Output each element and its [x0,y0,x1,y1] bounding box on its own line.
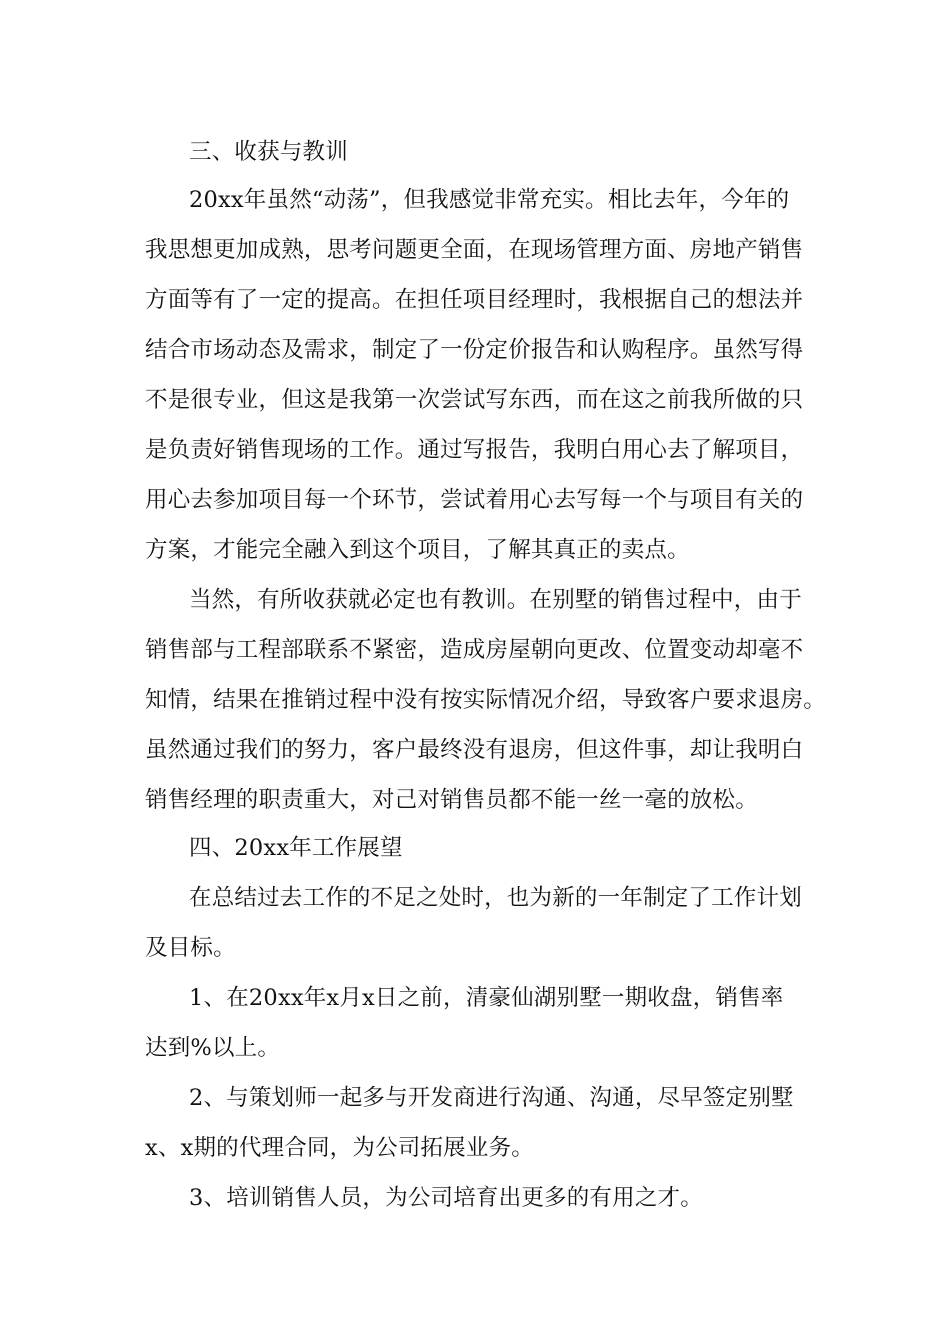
paragraph-line: 销售经理的职责重大，对己对销售员都不能一丝一毫的放松。 [145,787,758,813]
paragraph-line: 虽然通过我们的努力，客户最终没有退房，但这件事，却让我明白 [145,737,804,763]
paragraph-line: 20xx年虽然“动荡”，但我感觉非常充实。相比去年，今年的 [189,187,790,213]
paragraph-line: 销售部与工程部联系不紧密，造成房屋朝向更改、位置变动却毫不 [145,637,804,663]
paragraph-line: 及目标。 [145,935,236,961]
list-item-line: 达到%以上。 [145,1035,281,1061]
paragraph-line: 不是很专业，但这是我第一次尝试写东西，而在这之前我所做的只 [145,387,804,413]
paragraph-line: 方面等有了一定的提高。在担任项目经理时，我根据自己的想法并 [145,287,804,313]
paragraph-line: 结合市场动态及需求，制定了一份定价报告和认购程序。虽然写得 [145,337,804,363]
section-heading-4: 四、20xx年工作展望 [189,835,403,861]
list-item-line: 1、在20xx年x月x日之前，清豪仙湖别墅一期收盘，销售率 [189,985,784,1011]
paragraph-line: 知情，结果在推销过程中没有按实际情况介绍，导致客户要求退房。 [145,687,827,713]
paragraph-line: 在总结过去工作的不足之处时，也为新的一年制定了工作计划 [189,885,802,911]
paragraph-line: 我思想更加成熟，思考问题更全面，在现场管理方面、房地产销售 [145,237,804,263]
paragraph-line: 是负责好销售现场的工作。通过写报告，我明白用心去了解项目， [145,437,804,463]
list-item-line: x、x期的代理合同，为公司拓展业务。 [145,1135,534,1161]
section-heading-3: 三、收获与教训 [189,139,348,165]
paragraph-line: 当然，有所收获就必定也有教训。在别墅的销售过程中，由于 [189,587,802,613]
list-item-line: 3、培训销售人员，为公司培育出更多的有用之才。 [189,1185,703,1211]
paragraph-line: 用心去参加项目每一个环节，尝试着用心去写每一个与项目有关的 [145,487,804,513]
list-item-line: 2、与策划师一起多与开发商进行沟通、沟通，尽早签定别墅 [189,1085,794,1111]
paragraph-line: 方案，才能完全融入到这个项目，了解其真正的卖点。 [145,537,690,563]
